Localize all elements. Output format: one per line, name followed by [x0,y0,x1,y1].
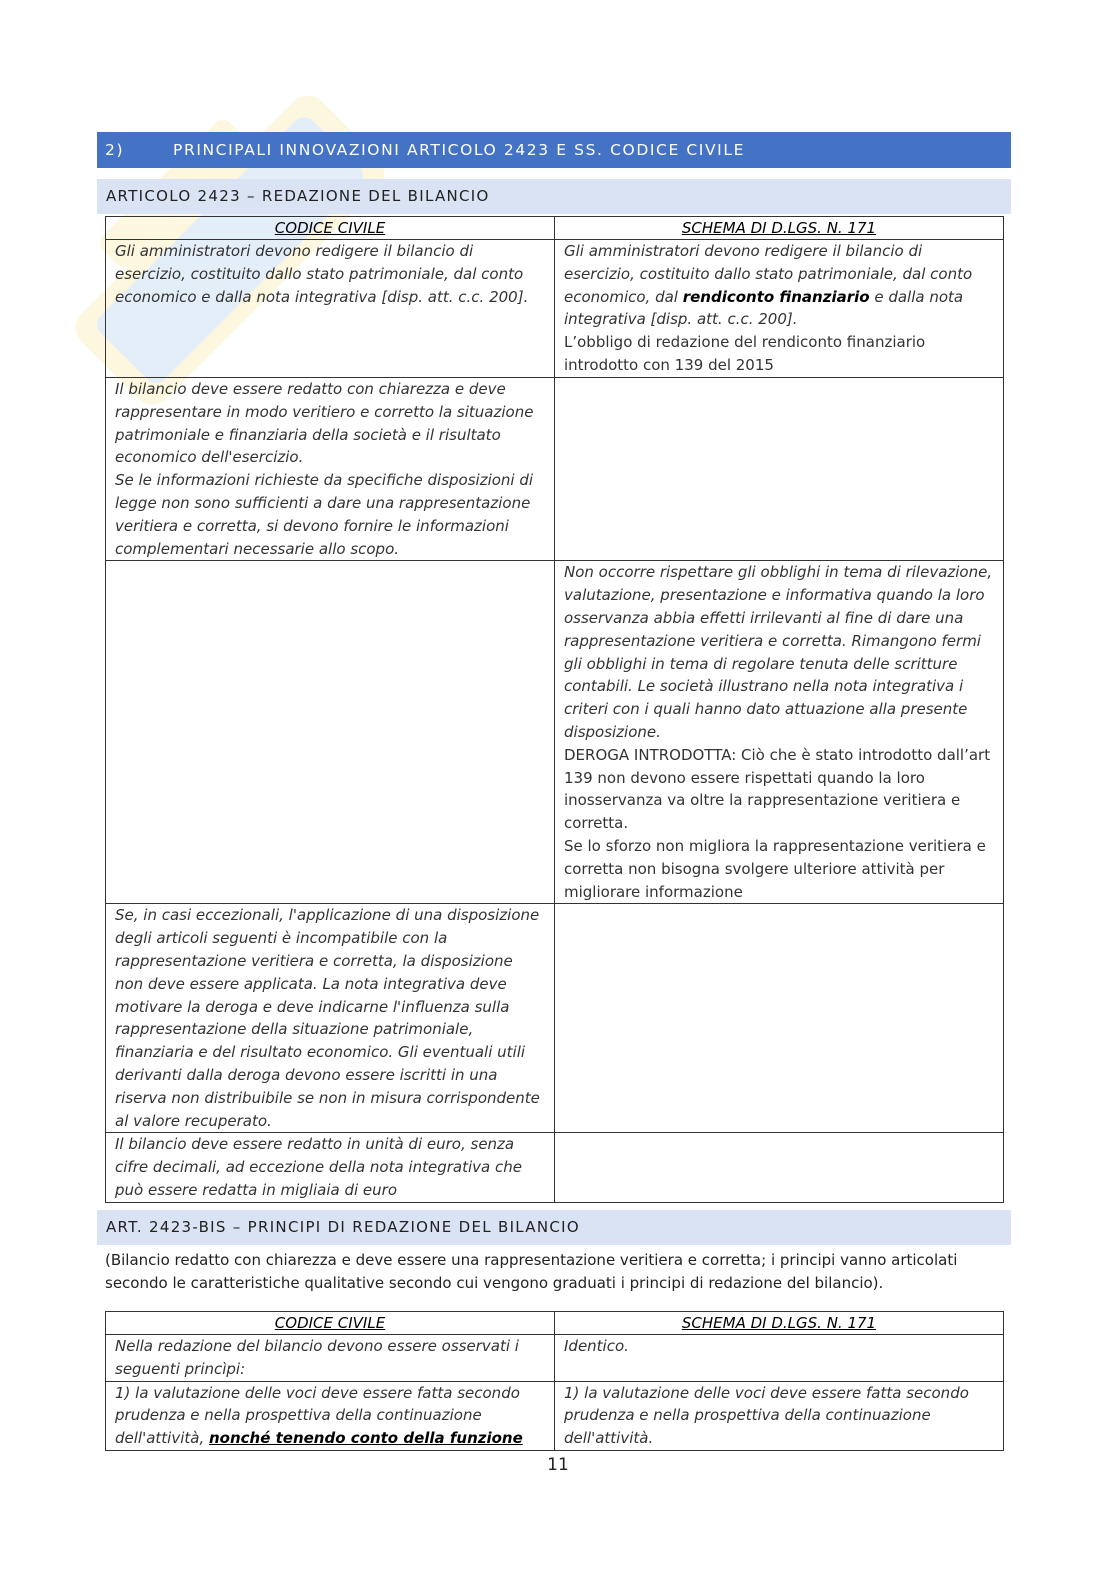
column-header-schema-dlgs: SCHEMA DI D.LGS. N. 171 [555,217,1004,240]
table-row [106,1133,1004,1202]
cell-codice-civile [106,378,555,561]
cell-codice-civile: Il bilancio deve essere redatto in unità di euro, senza cifre decimali, ad eccezione della nota integrativa che può essere redatta in migliaia di euro [106,1133,555,1202]
table-header-row [106,1312,1004,1335]
cell-codice-civile [106,1381,555,1450]
cell-text: Gli amministratori devono redigere il bilancio di esercizio, costituito dallo stato patrimoniale, dal conto economico, dal [564,242,973,306]
column-header-codice-civile: CODICE CIVILE [106,1312,555,1335]
cell-codice-civile: Nella redazione del bilancio devono essere osservati i seguenti princìpi: [106,1335,555,1382]
cell-text: Il bilancio deve essere redatto con chiarezza e deve rappresentare in modo veritiero e corretto la situazione patrimoniale e finanziaria della società e il risultato economico dell'esercizio. [115,380,534,467]
table-row [106,561,1004,904]
cell-note: Se lo sforzo non migliora la rappresentazione veritiera e corretta non bisogna svolgere ulteriore attività per migliorare informazione [564,836,986,901]
article-2423-heading: ARTICOLO 2423 – REDAZIONE DEL BILANCIO [97,179,1011,214]
article-2423-bis-intro: (Bilancio redatto con chiarezza e deve essere una rappresentazione veritiera e corretta; i principi vanno articolati secondo le caratteristiche qualitative secondo cui vengono graduati i principi di redazione del bilancio). [105,1251,958,1292]
section-number: 2) [105,141,125,159]
table-row [106,904,1004,1133]
cell-schema-dlgs [555,240,1004,378]
cell-text: Non occorre rispettare gli obblighi in tema di rilevazione, valutazione, presentazione e informativa quando la loro osservanza abbia effetti irrilevanti al fine di dare una rappresentazione veritiera e corretta. Rimangono fermi gli obblighi in tema di regolare tenuta delle scritture contabili. Le società illustrano nella nota integrativa i criteri con i quali hanno dato attuazione alla presente disposizione. [564,563,993,741]
cell-note: DEROGA INTRODOTTA: Ciò che è stato introdotto dall’art 139 non devono essere rispettati quando la loro inosservanza va oltre la rappresentazione veritiera e corretta. [564,745,991,833]
cell-schema-dlgs: 1) la valutazione delle voci deve essere fatta secondo prudenza e nella prospettiva della continuazione dell'attività. [555,1381,1004,1450]
cell-schema-dlgs [555,561,1004,904]
cell-codice-civile: Se, in casi eccezionali, l'applicazione di una disposizione degli articoli seguenti è incompatibile con la rappresentazione veritiera e corretta, la disposizione non deve essere applicata. La nota integrativa deve motivare la deroga e deve indicarne l'influenza sulla rappresentazione della situazione patrimoniale, finanziaria e del risultato economico. Gli eventuali utili derivanti dalla deroga devono essere iscritti in una riserva non distribuibile se non in misura corrispondente al valore recuperato. [106,904,555,1133]
table-header-row [106,217,1004,240]
table-row [106,240,1004,378]
table-row [106,1335,1004,1382]
column-header-schema-dlgs: SCHEMA DI D.LGS. N. 171 [555,1312,1004,1335]
cell-schema-dlgs-empty [555,1133,1004,1202]
cell-codice-civile: Gli amministratori devono redigere il bilancio di esercizio, costituito dallo stato patrimoniale, dal conto economico e dalla nota integrativa [disp. att. c.c. 200]. [106,240,555,378]
article-2423-comparison-table [105,216,1004,1203]
cell-schema-dlgs-empty [555,904,1004,1133]
article-2423-bis-comparison-table [105,1311,1004,1451]
cell-text: Se le informazioni richieste da specifiche disposizioni di legge non sono sufficienti a dare una rappresentazione veritiera e corretta, si devono fornire le informazioni complementari necessarie allo scopo. [115,471,534,558]
page-number: 11 [547,1455,569,1475]
cell-schema-dlgs-empty [555,378,1004,561]
table-row [106,1381,1004,1450]
cell-text: e dalla nota integrativa [disp. att. c.c. 200]. [564,287,964,329]
section-title: PRINCIPALI INNOVAZIONI ARTICOLO 2423 E SS. CODICE CIVILE [173,141,745,159]
table-row [106,378,1004,561]
cell-codice-civile-empty [106,561,555,904]
cell-note: L’obbligo di redazione del rendiconto finanziario introdotto con 139 del 2015 [564,333,926,374]
article-2423-bis-heading: ART. 2423-BIS – PRINCIPI DI REDAZIONE DEL BILANCIO [97,1210,1011,1245]
column-header-codice-civile: CODICE CIVILE [106,217,555,240]
section-heading [97,132,1011,168]
cell-schema-dlgs: Identico. [555,1335,1004,1382]
highlighted-text: rendiconto finanziario [682,287,870,306]
cell-text: 1) la valutazione delle voci deve essere fatta secondo prudenza e nella prospettiva della continuazione dell'attività, [115,1383,520,1448]
highlighted-text: nonché tenendo conto della funzione [208,1429,523,1448]
